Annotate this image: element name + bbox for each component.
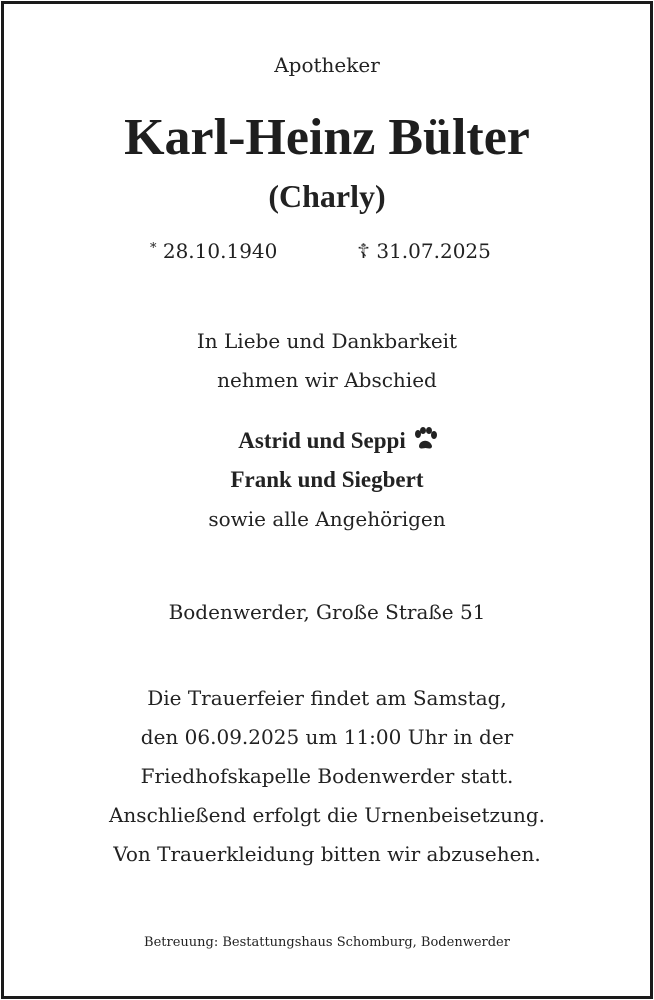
address: Bodenwerder, Große Straße 51	[168, 600, 486, 624]
ceremony-line: Friedhofskapelle Bodenwerder statt.	[140, 764, 514, 788]
mourner: Astrid und Seppi	[0, 427, 654, 454]
intro-line: nehmen wir Abschied	[217, 368, 437, 392]
cross-icon: ☦	[357, 239, 370, 263]
profession: Apotheker	[274, 53, 380, 77]
birth-date: * 28.10.1940	[150, 239, 278, 263]
ceremony-line: den 06.09.2025 um 11:00 Uhr in der	[140, 725, 514, 749]
nickname: (Charly)	[268, 178, 386, 214]
death-date: ☦ 31.07.2025	[357, 239, 491, 263]
deceased-name: Karl-Heinz Bülter	[124, 109, 530, 166]
footer-credit: Betreuung: Bestattungshaus Schomburg, Bodenwerder	[144, 935, 510, 950]
ceremony-line: Anschließend erfolgt die Urnenbeisetzung.	[108, 803, 545, 827]
ceremony-line: Die Trauerfeier findet am Samstag,	[147, 686, 507, 710]
intro-line: In Liebe und Dankbarkeit	[196, 329, 458, 353]
star-icon: *	[150, 241, 157, 256]
paw-icon	[412, 427, 438, 451]
mourner: sowie alle Angehörigen	[208, 507, 446, 531]
ceremony-line: Von Trauerkleidung bitten wir abzusehen.	[113, 842, 541, 866]
mourner: Frank und Siegbert	[230, 467, 424, 492]
